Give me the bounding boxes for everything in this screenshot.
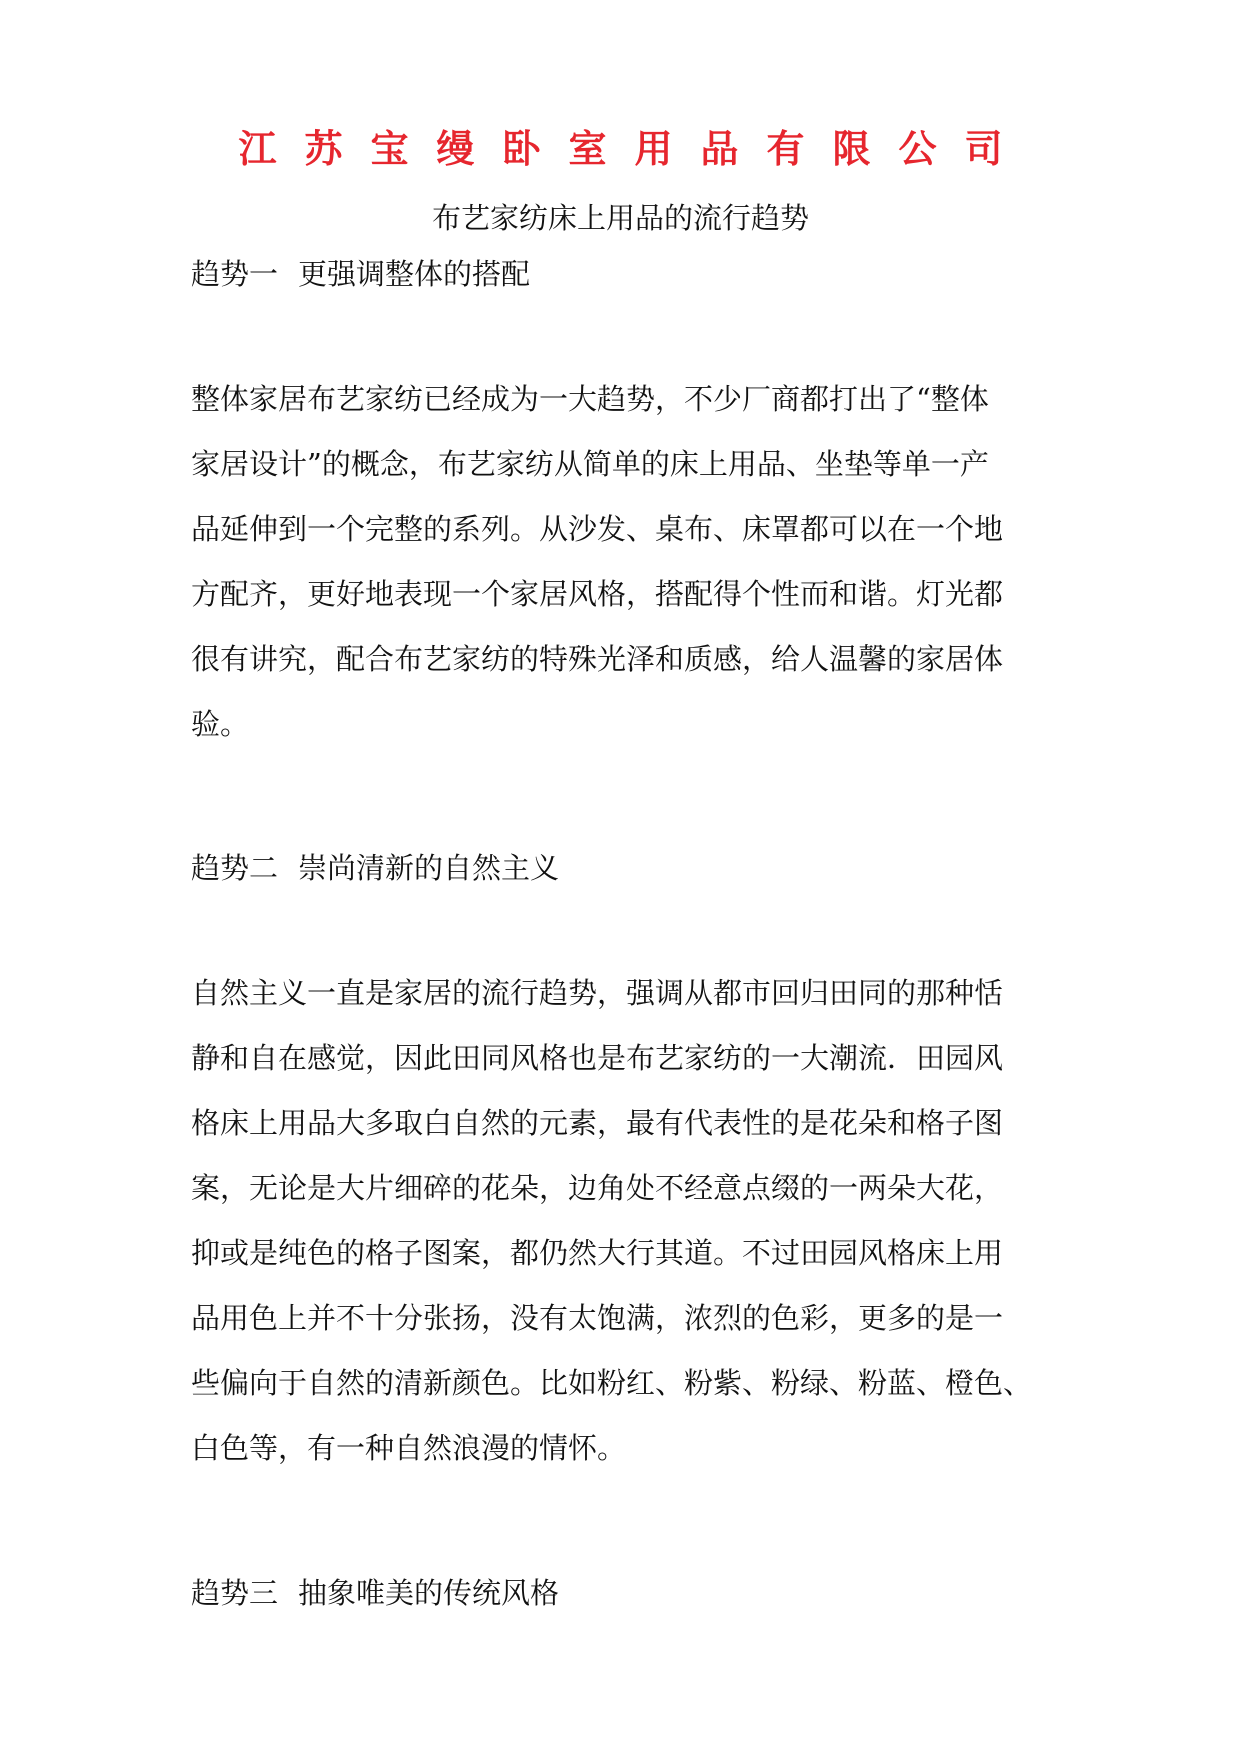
document-title: 布艺家纺床上用品的流行趋势 — [431, 201, 809, 235]
paragraph-line: 案，无论是大片细碎的花朵，边角处不经意点缀的一两朵大花， — [191, 1171, 1004, 1205]
paragraph-line: 很有讲究，配合布艺家纺的特殊光泽和质感，给人温馨的家居体 — [191, 642, 1004, 676]
paragraph-line: 些偏向于自然的清新颜色。比如粉红、粉紫、粉绿、粉蓝、橙色、 — [191, 1366, 1033, 1400]
paragraph-line: 整体家居布艺家纺已经成为一大趋势，不少厂商都打出了“整体 — [191, 382, 989, 416]
section-title-3: 抽象唯美的传统风格 — [298, 1576, 560, 1610]
paragraph-line: 品用色上并不十分张扬，没有太饱满，浓烈的色彩，更多的是一 — [191, 1301, 1004, 1335]
section-heading-1 — [191, 252, 530, 293]
paragraph-line: 静和自在感觉，因此田同风格也是布艺家纺的一大潮流．田园风 — [191, 1041, 1004, 1075]
section-label-2: 趋势二 — [191, 851, 279, 885]
company-name: 江苏宝缦卧室用品有限公司 — [238, 126, 1031, 171]
paragraph-line: 家居设计”的概念，布艺家纺从简单的床上用品、坐垫等单一产 — [191, 447, 989, 481]
section-label-1: 趋势一 — [191, 257, 279, 291]
paragraph-line: 验。 — [191, 707, 250, 741]
paragraph-line: 格床上用品大多取白自然的元素，最有代表性的是花朵和格子图 — [191, 1106, 1004, 1140]
paragraph-line: 方配齐，更好地表现一个家居风格，搭配得个性而和谐。灯光都 — [191, 577, 1004, 611]
paragraph-line: 自然主义一直是家居的流行趋势，强调从都市回归田同的那种恬 — [191, 976, 1004, 1010]
paragraph-line: 品延伸到一个完整的系列。从沙发、桌布、床罩都可以在一个地 — [191, 512, 1004, 546]
section-heading-2 — [191, 846, 559, 887]
section-title-1: 更强调整体的搭配 — [298, 257, 531, 291]
section-paragraph-2 — [191, 961, 1061, 1481]
section-title-2: 崇尚清新的自然主义 — [298, 851, 560, 885]
section-label-3: 趋势三 — [191, 1576, 279, 1610]
paragraph-line: 抑或是纯色的格子图案，都仍然大行其道。不过田园风格床上用 — [191, 1236, 1004, 1270]
section-heading-3 — [191, 1571, 559, 1612]
paragraph-line: 白色等，有一种自然浪漫的情怀。 — [191, 1431, 627, 1465]
section-paragraph-1 — [191, 367, 1061, 757]
